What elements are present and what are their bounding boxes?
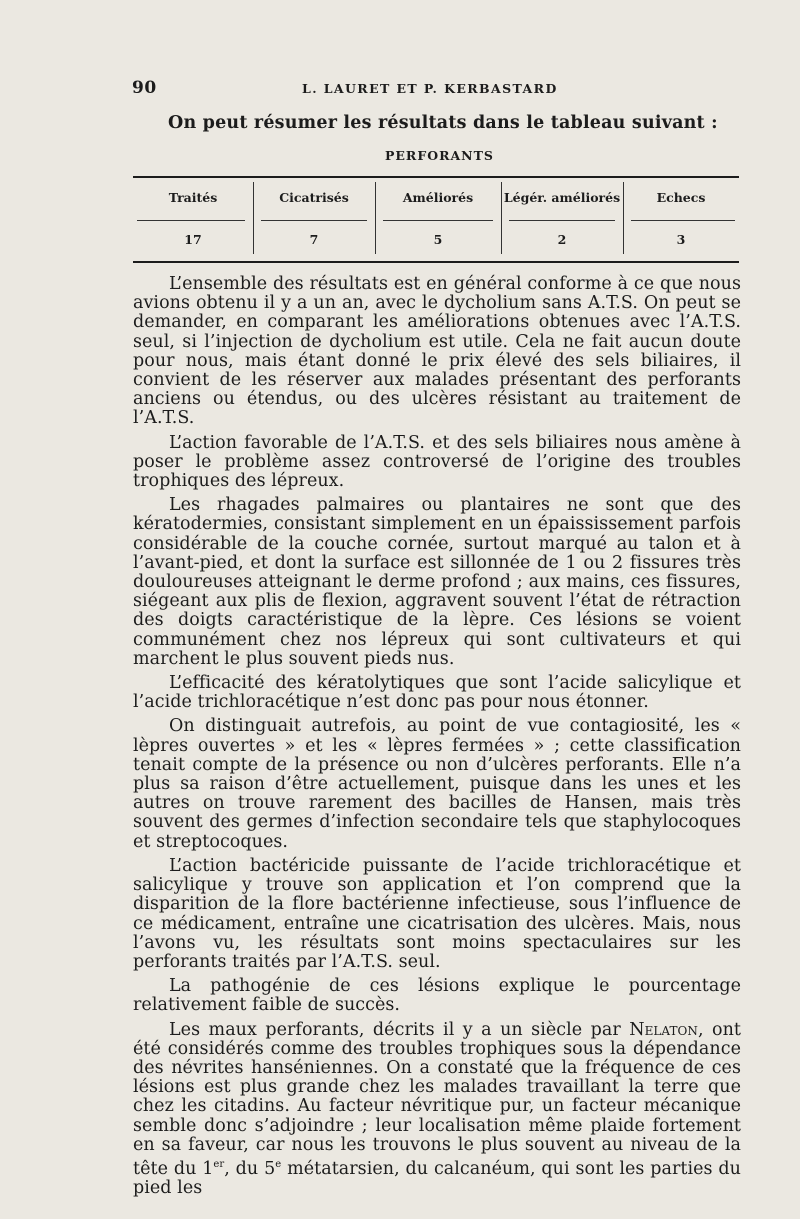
results-table bbox=[133, 176, 739, 266]
header-underline bbox=[509, 220, 615, 221]
paragraph: L’action bactéricide puissante de l’acide trichloracétique et salicylique y trouve son application et l’on comprend que la disparition de la flore bactérienne infectieuse, sous l’influence de ce médicament, entraîne une cicatrisation des ulcères. Mais, nous l’avons vu, les résultats sont moins spectaculaires sur les perforants traités par l’A.T.S. seul. bbox=[133, 855, 741, 972]
text-run: , du 5 bbox=[224, 1158, 276, 1179]
table-intro-sentence: On peut résumer les résultats dans le tableau suivant : bbox=[168, 113, 718, 133]
cell-leger-ameliores: 2 bbox=[557, 232, 567, 247]
column-header-cicatrises: Cicatrisés bbox=[279, 190, 349, 205]
cell-echecs: 3 bbox=[676, 232, 686, 247]
text-run: , ont été considérés comme des troubles trophiques sous la dépendance des névrites hanséniennes. On a constaté que la fréquence de ces lésions est plus grande chez les malades travaillant la terre que chez les citadins. Au facteur névritique pur, un facteur mécanique semble donc s’adjoindre ; leur localisation même plaide fortement en sa faveur, car nous les trouvons le plus souvent au niveau de la tête du 1 bbox=[133, 1019, 741, 1179]
column-header-echecs: Echecs bbox=[656, 190, 706, 205]
page-number: 90 bbox=[132, 78, 157, 98]
author-name: Nelaton bbox=[629, 1019, 698, 1040]
running-head: L. LAURET ET P. KERBASTARD bbox=[302, 81, 558, 96]
body-text bbox=[133, 275, 741, 1203]
paragraph: L’action favorable de l’A.T.S. et des sels biliaires nous amène à poser le problème assez controversé de l’origine des troubles trophiques des lépreux. bbox=[133, 432, 741, 492]
paragraph: Les rhagades palmaires ou plantaires ne sont que des kératodermies, consistant simplement en un épaississement parfois considérable de la couche cornée, surtout marqué au talon et à l’avant-pied, et dont la surface est sillonnée de 1 ou 2 fissures très douloureuses atteignant le derme profond ; aux mains, ces fissures, siégeant aux plis de flexion, aggravent souvent l’état de rétraction des doigts caractéristique de la lèpre. Ces lésions se voient communément chez nos lépreux qui sont cultivateurs et qui marchent le plus souvent pieds nus. bbox=[133, 495, 741, 669]
cell-traites: 17 bbox=[184, 232, 202, 247]
table-bottom-rule bbox=[133, 261, 739, 263]
header-underline bbox=[631, 220, 735, 221]
paragraph: La pathogénie de ces lésions explique le pourcentage relativement faible de succès. bbox=[133, 976, 741, 1016]
text-run: Les maux perforants, décrits il y a un siècle par bbox=[169, 1019, 630, 1040]
header-underline bbox=[261, 220, 367, 221]
cell-ameliores: 5 bbox=[433, 232, 443, 247]
cell-cicatrises: 7 bbox=[309, 232, 319, 247]
paragraph: On distinguait autrefois, au point de vue contagiosité, les « lèpres ouvertes » et les « lèpres fermées » ; cette classification tenait compte de la présence ou non d’ulcères perforants. Elle n’a plus sa raison d’être actuellement, puisque dans les unes et les autres on trouve rarement des bacilles de Hansen, mais très souvent des germes d’infection secondaire tels que staphylocoques et streptocoques. bbox=[133, 716, 741, 852]
table-title: PERFORANTS bbox=[385, 148, 494, 163]
header-underline bbox=[137, 220, 245, 221]
page-header bbox=[132, 78, 752, 98]
header-underline bbox=[383, 220, 493, 221]
paragraph: L’efficacité des kératolytiques que sont l’acide salicylique et l’acide trichloracétique n’est donc pas pour nous étonner. bbox=[133, 673, 741, 713]
paragraph-last bbox=[133, 1021, 741, 1199]
column-header-ameliores: Améliorés bbox=[402, 190, 474, 205]
column-header-leger-ameliores: Légér. améliorés bbox=[503, 190, 621, 205]
column-header-traites: Traités bbox=[168, 190, 218, 205]
table-top-rule bbox=[133, 176, 739, 178]
superscript: e bbox=[275, 1158, 282, 1170]
paragraph: L’ensemble des résultats est en général conforme à ce que nous avions obtenu il y a un an, avec le dycholium sans A.T.S. On peut se demander, en comparant les améliorations obtenues avec l’A.T.S. seul, si l’injection de dycholium est utile. Cela ne fait aucun doute pour nous, mais étant donné le prix élevé des sels biliaires, il convient de les réserver aux malades présentant des perforants anciens ou étendus, ou des ulcères résistant au traitement de l’A.T.S. bbox=[133, 274, 741, 429]
superscript: er bbox=[213, 1158, 225, 1170]
text-run: métatarsien, du calcanéum, qui sont les parties du pied les bbox=[133, 1158, 741, 1198]
